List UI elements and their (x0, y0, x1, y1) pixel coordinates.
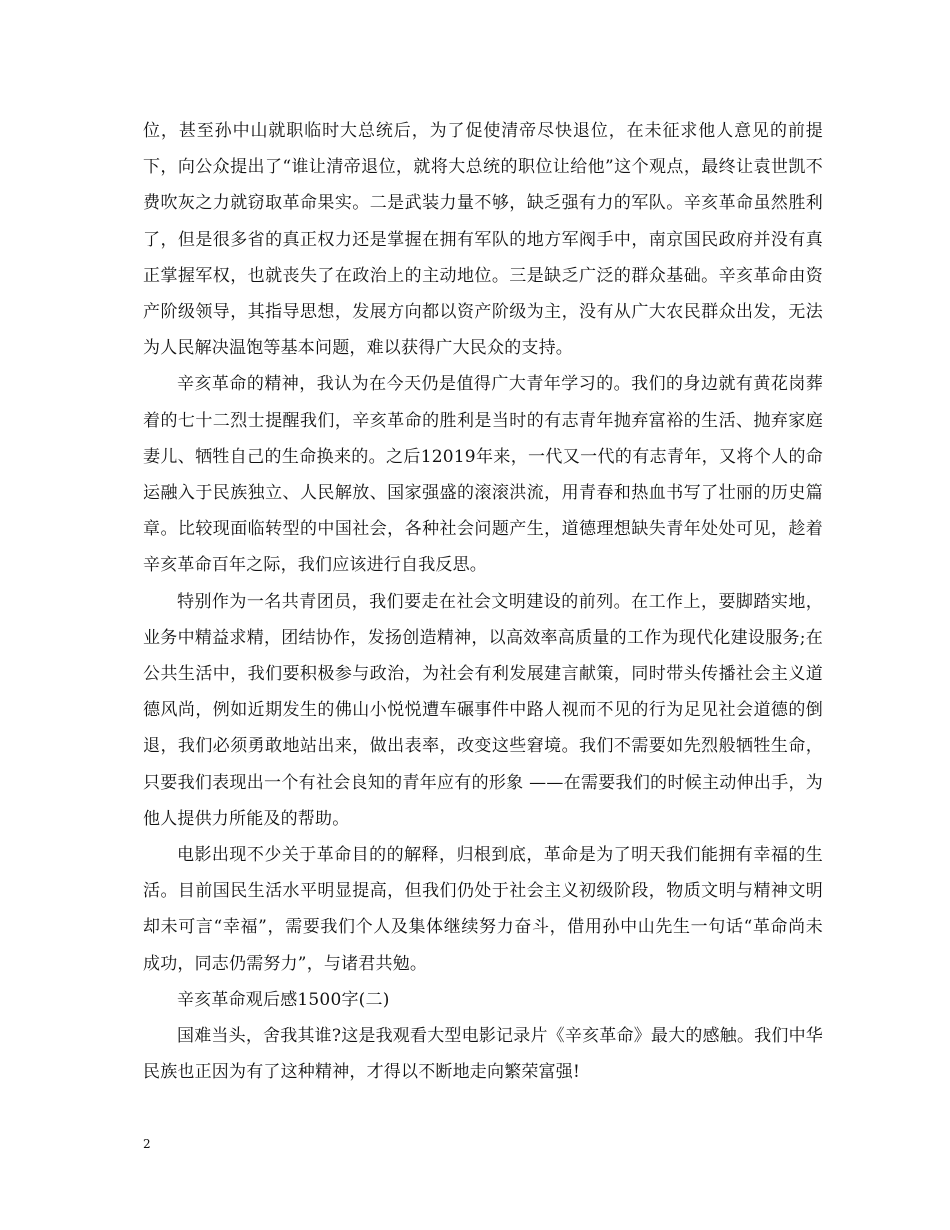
page-number: 2 (143, 1137, 151, 1151)
section-heading: 辛亥革命观后感1500字(二) (177, 989, 390, 1010)
paragraph-2: 辛亥革命的精神，我认为在今天仍是值得广大青年学习的。我们的身边就有黄花岗葬着的七十二烈士提醒我们，辛亥革命的胜利是当时的有志青年抛弃富裕的生活、抛弃家庭妻儿、牺牲自己的生命换来的。之后12019年来，一代又一代的有志青年，又将个人的命运融入于民族独立、人民解放、国家强盛的滚滚洪流，用青春和热血书写了壮丽的历史篇章。比较现面临转型的中国社会，各种社会问题产生，道德理想缺失青年处处可见，趁着辛亥革命百年之际，我们应该进行自我反思。 (143, 374, 823, 576)
paragraph-5: 国难当头，舍我其谁?这是我观看大型电影记录片《辛亥革命》最大的感触。我们中华民族也正因为有了这种精神，才得以不断地走向繁荣富强! (143, 1026, 823, 1083)
paragraph-1: 位，甚至孙中山就职临时大总统后，为了促使清帝尽快退位，在未征求他人意见的前提下，向公众提出了“谁让清帝退位，就将大总统的职位让给他”这个观点，最终让袁世凯不费吹灰之力就窃取革命果实。二是武装力量不够，缺乏强有力的军队。辛亥革命虽然胜利了，但是很多省的真正权力还是掌握在拥有军队的地方军阀手中，南京国民政府并没有真正掌握军权，也就丧失了在政治上的主动地位。三是缺乏广泛的群众基础。辛亥革命由资产阶级领导，其指导思想，发展方向都以资产阶级为主，没有从广大农民群众出发，无法为人民解决温饱等基本问题，难以获得广大民众的支持。 (143, 121, 823, 359)
paragraph-4: 电影出现不少关于革命目的的解释，归根到底，革命是为了明天我们能拥有幸福的生活。目前国民生活水平明显提高，但我们仍处于社会主义初级阶段，物质文明与精神文明却未可言“幸福”，需要我们个人及集体继续努力奋斗，借用孙中山先生一句话“革命尚未成功，同志仍需努力”，与诸君共勉。 (143, 845, 823, 974)
document-body (143, 113, 823, 1090)
paragraph-3: 特别作为一名共青团员，我们要走在社会文明建设的前列。在工作上，要脚踏实地，业务中精益求精，团结协作，发扬创造精神，以高效率高质量的工作为现代化建设服务;在公共生活中，我们要积极参与政治，为社会有利发展建言献策，同时带头传播社会主义道德风尚，例如近期发生的佛山小悦悦遭车碾事件中路人视而不见的行为足见社会道德的倒退，我们必须勇敢地站出来，做出表率，改变这些窘境。我们不需要如先烈般牺牲生命，只要我们表现出一个有社会良知的青年应有的形象 ——在需要我们的时候主动伸出手，为他人提供力所能及的帮助。 (143, 591, 823, 829)
